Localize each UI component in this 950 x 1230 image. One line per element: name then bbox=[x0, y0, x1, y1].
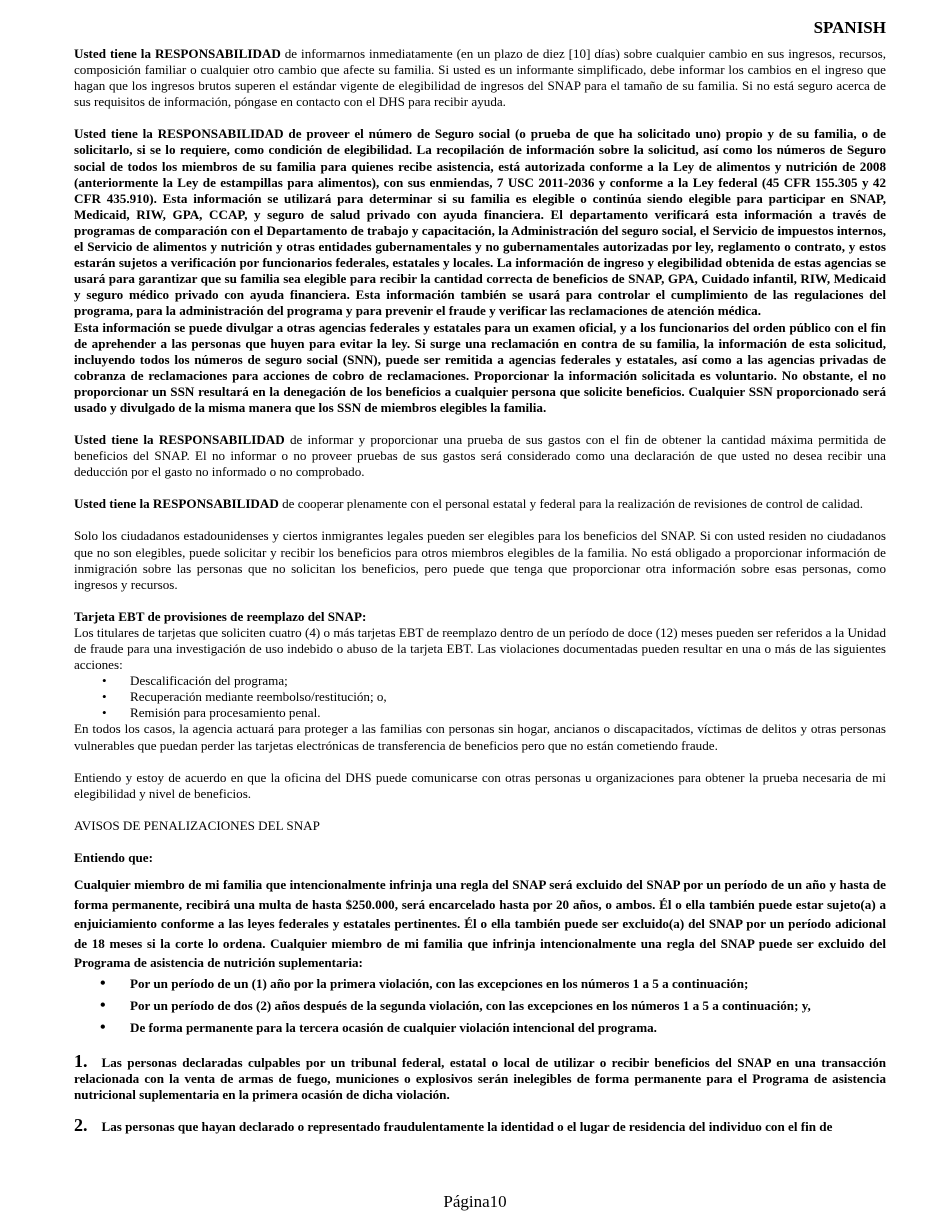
list-item bbox=[74, 705, 886, 721]
responsibility-expenses bbox=[74, 432, 886, 480]
strong-text: RESPONSABILIDAD bbox=[152, 496, 279, 512]
lead-text: Usted tiene la bbox=[74, 496, 153, 512]
bullet-icon: • bbox=[102, 673, 107, 689]
document-page bbox=[74, 18, 886, 1135]
list-item-text: Remisión para procesamiento penal. bbox=[130, 705, 321, 721]
citizenship-paragraph: Solo los ciudadanos estadounidenses y ciertos inmigrantes legales pueden ser elegibles para los beneficios del SNAP. Si con usted residen no ciudadanos que no son elegibles, puede solicitar y recibir los beneficios para otros miembros elegibles de la familia. No está obligado a proporcionar información de inmigración sobre las personas que no solicitan los beneficios, pero puede que tenga que proporcionar otra información sobre esas personas, como ingresos y recursos. bbox=[74, 528, 886, 592]
consent-paragraph: Entiendo y estoy de acuerdo en que la oficina del DHS puede comunicarse con otras personas u organizaciones para obtener la prueba necesaria de mi elegibilidad y nivel de beneficios. bbox=[74, 769, 886, 801]
item-number: 1. bbox=[74, 1051, 88, 1071]
numbered-item-2 bbox=[74, 1117, 886, 1135]
strong-text: RESPONSABILIDAD bbox=[154, 46, 281, 61]
penalties-section bbox=[74, 875, 886, 973]
information-disclosure: Esta información se puede divulgar a otras agencias federales y estatales para un examen oficial, y a los funcionarios del orden público con el fin de aprehender a las personas que huyen para evitar la ley. Si surge una reclamación en contra de su familia, la información de esta solicitud, incluyendo todos los números de seguro social (SNN), puede ser remitida a agencias federales y estatales, así como a las agencias privadas de cobranza de reclamaciones para acciones de cobro de reclamaciones. Proporcionar la información solicitada es voluntario. No obstante, el no proporcionar un SSN resultará en la denegación de los beneficios a cualquier persona que solicite beneficios. Cualquier SSN proporcionado será usado y divulgado de la misma manera que los SSN de miembros elegibles la familia. bbox=[74, 319, 886, 415]
list-item bbox=[74, 689, 886, 705]
ebt-body: Los titulares de tarjetas que soliciten cuatro (4) o más tarjetas EBT de reemplazo dentro de un período de doce (12) meses pueden ser referidos a la Unidad de fraude para una investigación de uso indebido o abuso de la tarjeta EBT. Las violaciones documentadas pueden resultar en una o más de las siguientes acciones: bbox=[74, 624, 886, 673]
bullet-icon: • bbox=[102, 705, 107, 721]
ebt-action-list bbox=[74, 673, 886, 721]
penalties-body: Cualquier miembro de mi familia que intencionalmente infrinja una regla del SNAP será excluido del SNAP por un período de un año y hasta de forma permanente, recibirá una multa de hasta $250.000, será encarcelado hasta por 20 años, o ambos. Él o ella también puede estar sujeto(a) a enjuiciamiento conforme a las leyes federales y estatales pertinentes. Él o ella también puede ser excluido(a) del SNAP por un período adicional de 18 meses si la corte lo ordena. Cualquier miembro de mi familia que infrinja intencionalmente una regla del SNAP puede ser excluido del Programa de asistencia de nutrición suplementaria: bbox=[74, 877, 886, 971]
list-item bbox=[74, 673, 886, 689]
penalties-heading: AVISOS DE PENALIZACIONES DEL SNAP bbox=[74, 817, 320, 833]
list-item-text: Por un período de dos (2) años después de la segunda violación, con las excepciones en los números 1 a 5 a continuación; y, bbox=[130, 998, 811, 1013]
list-item bbox=[74, 1017, 886, 1039]
numbered-item-1 bbox=[74, 1053, 886, 1103]
list-item bbox=[74, 973, 886, 995]
strong-text: RESPONSABILIDAD bbox=[158, 432, 285, 448]
item-number: 2. bbox=[74, 1115, 88, 1136]
list-item bbox=[74, 995, 886, 1017]
page-number: Página10 bbox=[443, 1192, 507, 1211]
bullet-icon: • bbox=[100, 1019, 106, 1036]
list-item-text: De forma permanente para la tercera ocasión de cualquier violación intencional del programa. bbox=[130, 1020, 657, 1035]
body-text: de cooperar plenamente con el personal estatal y federal para la realización de revisiones de control de calidad. bbox=[278, 496, 864, 512]
bullet-icon: • bbox=[100, 997, 106, 1014]
body-text: de informar y proporcionar una prueba de sus gastos con el fin de obtener la cantidad máxima permitida de beneficios del SNAP. El no informar o no proveer pruebas de sus gastos será considerado como una declaración de que usted no desea recibir una deducción por el gasto no informado o no comprobado. bbox=[74, 432, 886, 480]
penalties-list bbox=[74, 973, 886, 1039]
responsibility-report-changes bbox=[74, 46, 886, 110]
item-text: Las personas declaradas culpables por un tribunal federal, estatal o local de utilizar o recibir beneficios del SNAP en una transacción relacionada con la venta de armas de fuego, municiones o explosivos serán inelegibles de forma permanente para el Programa de asistencia nutricional suplementaria en la primera ocasión de dicha violación. bbox=[74, 1055, 886, 1103]
responsibility-ssn: Usted tiene la RESPONSABILIDAD de proveer el número de Seguro social (o prueba de que ha solicitado uno) propio y de su familia, o de solicitarlo, si se lo requiere, como condición de elegibilidad. La recopilación de información sobre la solicitud, así como los números de Seguro social de todos los miembros de su familia para quienes recibe asistencia, está autorizada conforme a la Ley de alimentos y nutrición de 2008 (anteriormente la Ley de estampillas para alimentos), con sus enmiendas, 7 USC 2011-2036 y conforme a la Ley federal (45 CFR 155.305 y 42 CFR 435.910). Esta información se utilizará para determinar si su familia es elegible o continúa siendo elegible para participar en SNAP, Medicaid, RIW, GPA, CCAP, y seguro de salud privado con ayuda financiera. El departamento verificará esta información a través de programas de comparación con el Departamento de trabajo y capacitación, la Administración del seguro social, el Servicio de impuestos internos, el Servicio de alimentos y nutrición y otras entidades gubernamentales y no gubernamentales autorizadas por ley, reglamento o contrato, y estos estarán sujetos a verificación por funcionarios federales, estatales y locales. La información de ingreso y elegibilidad obtenida de estas agencias se usará para garantizar que su familia sea elegible para recibir la cantidad correcta de beneficios de SNAP, GPA, Cuidado infantil, RIW, Medicaid y seguro médico privado con ayuda financiera. Esta información también se usará para controlar el cumplimiento de las regulaciones del programa, para la administración del programa y para prevenir el fraude y verificar las reclamaciones de atención médica. bbox=[74, 126, 886, 319]
body-text: de informarnos inmediatamente (en un plazo de diez [10] días) sobre cualquier cambio en sus ingresos, recursos, composición familiar o cualquier otro cambio que afecte su familia. Si usted es un informante simplificado, debe informar los cambios en el ingreso que hagan que los ingresos brutos superen el estándar vigente de elegibilidad de ingresos del SNAP para el tamaño de su familia. Si no está seguro acerca de sus requisitos de información, póngase en contacto con el DHS para recibir ayuda. bbox=[74, 46, 886, 110]
lead-text: Usted tiene la bbox=[74, 432, 159, 448]
ebt-closing: En todos los casos, la agencia actuará para proteger a las familias con personas sin hogar, ancianos o discapacitados, víctimas de delitos y otras personas vulnerables que puedan perder las tarjetas electrónicas de transferencia de beneficios pero que no están cometiendo fraude. bbox=[74, 721, 886, 753]
bullet-icon: • bbox=[100, 975, 106, 992]
item-text: Las personas que hayan declarado o representado fraudulentamente la identidad o el lugar de residencia del individuo con el fin de bbox=[101, 1119, 833, 1135]
list-item-text: Descalificación del programa; bbox=[130, 673, 288, 689]
lead-text: Usted tiene la bbox=[74, 46, 155, 61]
language-label: SPANISH bbox=[813, 18, 886, 37]
responsibility-quality-control bbox=[74, 496, 886, 512]
list-item-text: Por un período de un (1) año por la primera violación, con las excepciones en los números 1 a 5 a continuación; bbox=[130, 976, 749, 991]
ebt-heading: Tarjeta EBT de provisiones de reemplazo del SNAP: bbox=[74, 608, 367, 624]
bullet-icon: • bbox=[102, 689, 107, 705]
understand-label: Entiendo que: bbox=[74, 849, 153, 865]
list-item-text: Recuperación mediante reembolso/restitución; o, bbox=[130, 689, 387, 705]
